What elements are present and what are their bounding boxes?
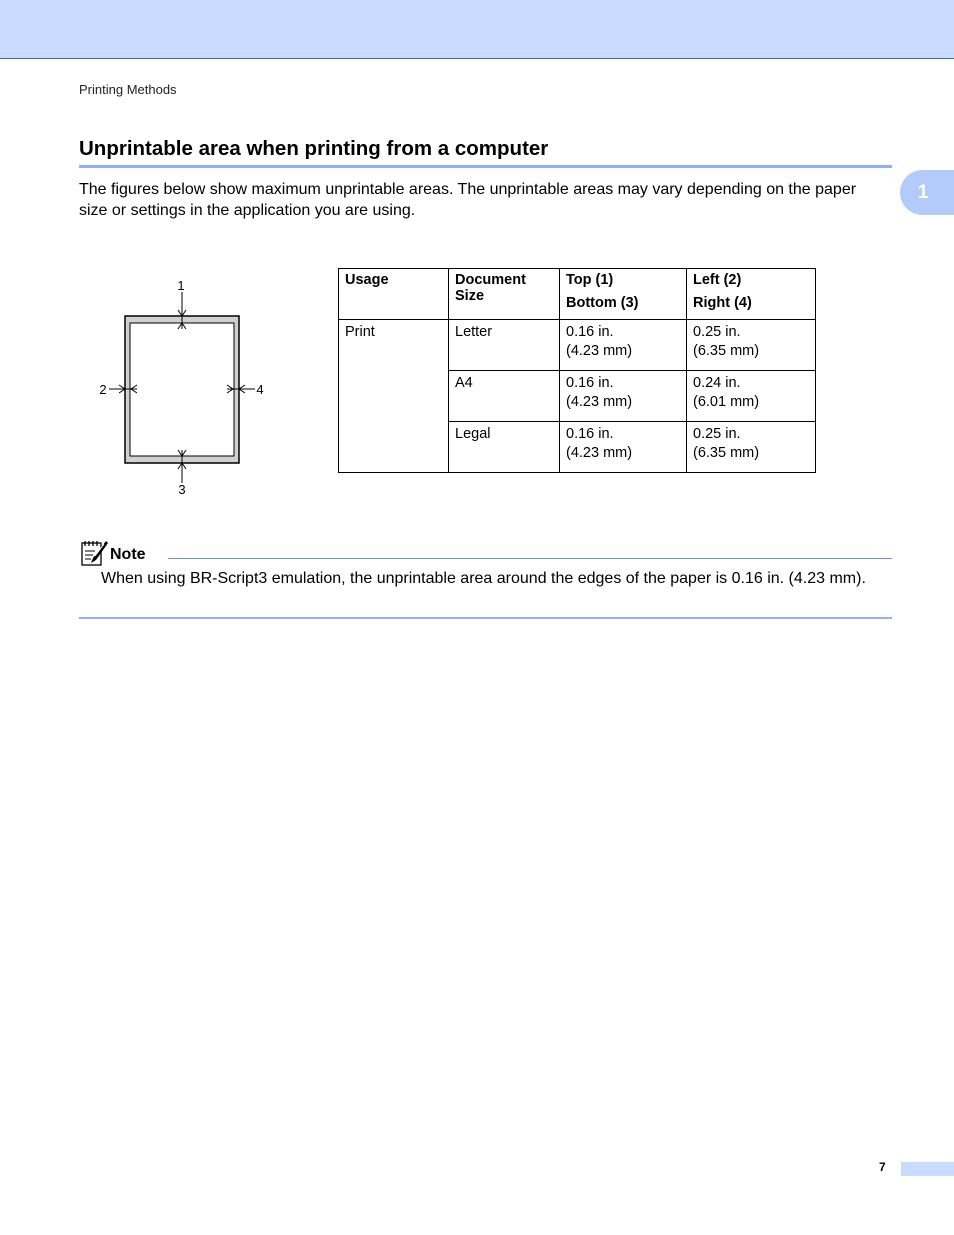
note-text: When using BR-Script3 emulation, the unprintable area around the edges of the paper is 0.16 in. (4.23 mm). <box>101 570 866 587</box>
label-bottom: 3 <box>178 482 186 497</box>
header-band <box>0 0 954 59</box>
chapter-tab-label: 1 <box>917 181 929 203</box>
chapter-tab[interactable] <box>900 170 954 215</box>
top-bottom-in: 0.16 in. <box>566 426 614 442</box>
note-pencil-icon <box>79 538 109 568</box>
top-bottom-cell <box>560 422 687 473</box>
size-cell: Letter <box>449 320 560 371</box>
size-cell: A4 <box>449 371 560 422</box>
left-right-cell <box>687 320 816 371</box>
table-header-row <box>339 269 816 320</box>
table-row <box>339 320 816 371</box>
page-number: 7 <box>879 1160 886 1174</box>
section-title: Unprintable area when printing from a computer <box>79 137 549 160</box>
header-bottom: Bottom (3) <box>566 295 639 311</box>
size-cell: Legal <box>449 422 560 473</box>
left-right-in: 0.25 in. <box>693 426 741 442</box>
title-rule <box>79 165 892 168</box>
header-right: Right (4) <box>693 295 752 311</box>
printable-area <box>130 323 234 456</box>
intro-paragraph: The figures below show maximum unprintable areas. The unprintable areas may vary depending on the paper size or settings in the application you are using. <box>79 181 857 219</box>
label-right: 4 <box>256 382 264 397</box>
left-right-mm: (6.01 mm) <box>693 394 760 410</box>
top-bottom-in: 0.16 in. <box>566 375 614 391</box>
header-usage: Usage <box>339 269 449 320</box>
header-document-size: Document Size <box>449 269 560 320</box>
top-bottom-cell <box>560 320 687 371</box>
top-bottom-cell <box>560 371 687 422</box>
unprintable-margins-table <box>338 268 816 473</box>
left-right-mm: (6.35 mm) <box>693 445 760 461</box>
left-right-cell <box>687 422 816 473</box>
left-right-in: 0.25 in. <box>693 324 741 340</box>
left-right-mm: (6.35 mm) <box>693 343 760 359</box>
note-label: Note <box>110 546 146 563</box>
usage-cell: Print <box>339 320 449 473</box>
left-right-cell <box>687 371 816 422</box>
header-top-bottom <box>560 269 687 320</box>
running-head: Printing Methods <box>79 82 177 97</box>
top-bottom-in: 0.16 in. <box>566 324 614 340</box>
header-left-right <box>687 269 816 320</box>
header-left: Left (2) <box>693 272 742 288</box>
label-top: 1 <box>177 278 185 293</box>
top-bottom-mm: (4.23 mm) <box>566 445 633 461</box>
top-bottom-mm: (4.23 mm) <box>566 394 633 410</box>
note-rule-bottom <box>79 617 892 619</box>
left-right-in: 0.24 in. <box>693 375 741 391</box>
label-left: 2 <box>99 382 107 397</box>
header-top: Top (1) <box>566 272 614 288</box>
footer-bar <box>901 1162 954 1176</box>
note-rule-top <box>168 558 892 559</box>
unprintable-area-diagram <box>90 272 280 504</box>
top-bottom-mm: (4.23 mm) <box>566 343 633 359</box>
